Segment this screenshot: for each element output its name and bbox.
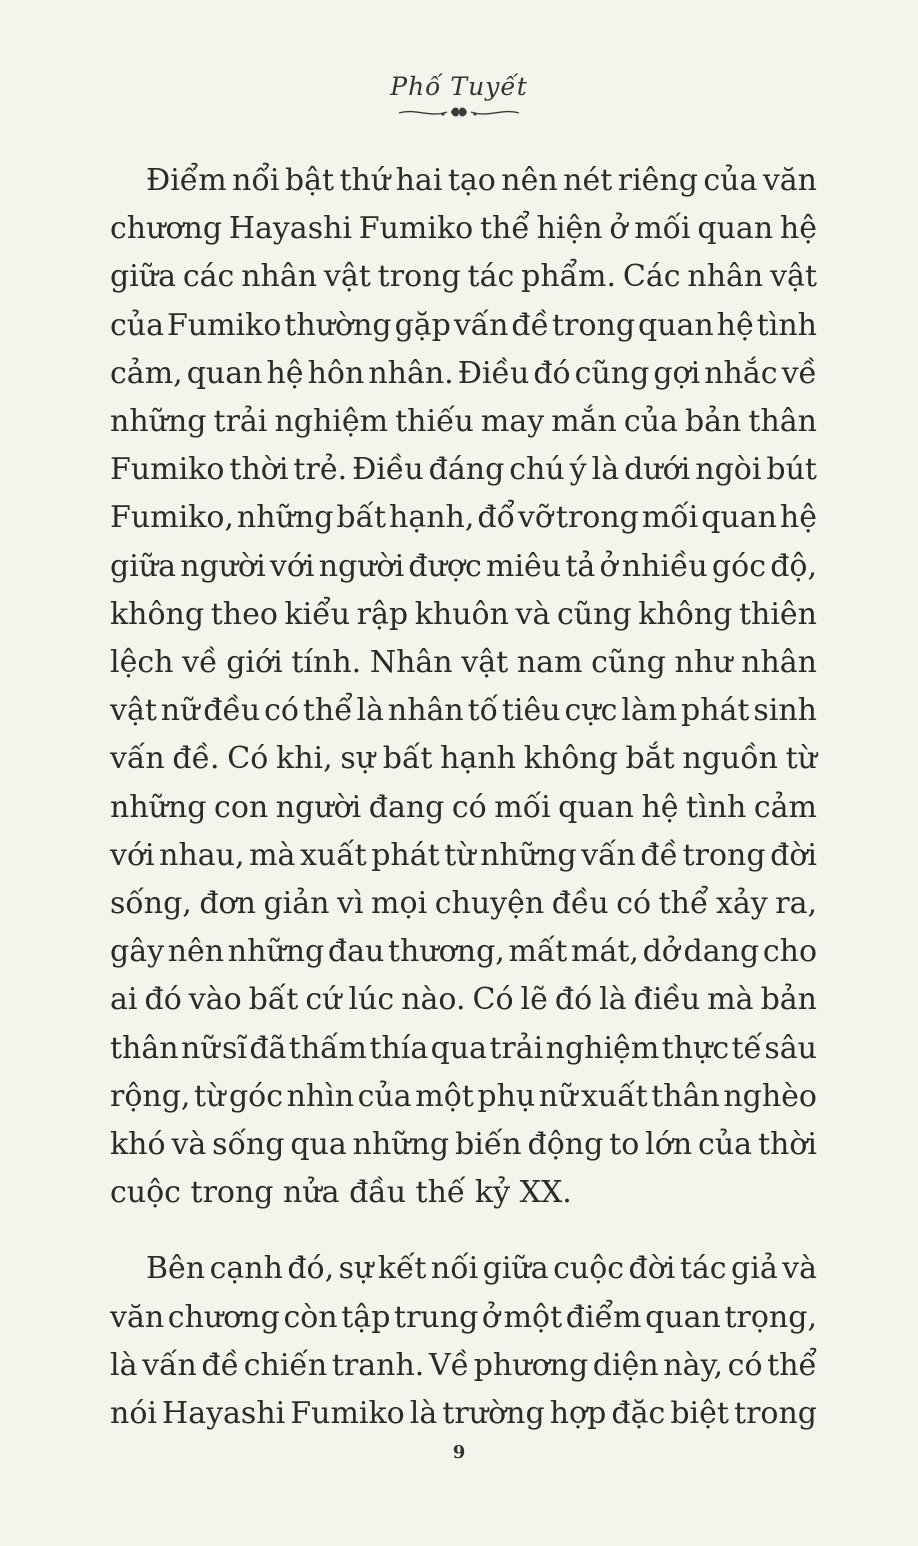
text-line: Fumiko thời trẻ. Điều đáng chú ý là dưới ngòi bút [110, 452, 817, 488]
text-line: chương Hayashi Fumiko thể hiện ở mối quan hệ [110, 211, 817, 247]
text-line: văn chương còn tập trung ở một điểm quan trọng, [110, 1299, 817, 1335]
text-line: rộng, từ góc nhìn của một phụ nữ xuất thân nghèo [110, 1078, 817, 1114]
text-line: sống, đơn giản vì mọi chuyện đều có thể xảy ra, [110, 886, 817, 922]
text-line: cuộc trong nửa đầu thế kỷ XX. [110, 1175, 572, 1211]
text-line: không theo kiểu rập khuôn và cũng không thiên [110, 596, 817, 632]
text-line: Fumiko, những bất hạnh, đổ vỡ trong mối quan hệ [110, 500, 817, 536]
text-line: vấn đề. Có khi, sự bất hạnh không bắt nguồn từ [110, 741, 817, 777]
text-line: những trải nghiệm thiếu may mắn của bản thân [110, 404, 817, 440]
text-line: vật nữ đều có thể là nhân tố tiêu cực làm phát sinh [110, 693, 817, 729]
text-line: thân nữ sĩ đã thấm thía qua trải nghiệm thực tế sâu [110, 1030, 817, 1066]
text-line: giữa người với người được miêu tả ở nhiều góc độ, [110, 548, 817, 584]
text-line: cảm, quan hệ hôn nhân. Điều đó cũng gợi nhắc về [110, 355, 817, 391]
text-line: khó và sống qua những biến động to lớn của thời [110, 1127, 817, 1163]
text-line: của Fumiko thường gặp vấn đề trong quan hệ tình [110, 307, 817, 343]
text-line: với nhau, mà xuất phát từ những vấn đề trong đời [110, 837, 817, 873]
paragraph-spacer [110, 1217, 817, 1245]
paragraph-2 [110, 1245, 817, 1438]
running-header-title: Phố Tuyết [390, 72, 528, 101]
text-line: lệch về giới tính. Nhân vật nam cũng như nhân [110, 645, 817, 681]
text-line: ai đó vào bất cứ lúc nào. Có lẽ đó là điều mà bản [110, 982, 817, 1018]
flourish-ornament-icon [395, 104, 523, 120]
text-line: nói Hayashi Fumiko là trường hợp đặc biệt trong [110, 1396, 817, 1432]
page-number: 9 [452, 1442, 466, 1463]
body-text [110, 157, 817, 1438]
text-line: giữa các nhân vật trong tác phẩm. Các nhân vật [110, 259, 817, 295]
text-line: những con người đang có mối quan hệ tình cảm [110, 789, 817, 825]
text-line: gây nên những đau thương, mất mát, dở dang cho [110, 934, 817, 970]
text-line: Điểm nổi bật thứ hai tạo nên nét riêng của văn [146, 163, 817, 198]
text-line: Bên cạnh đó, sự kết nối giữa cuộc đời tác giả và [146, 1251, 817, 1287]
text-line: là vấn đề chiến tranh. Về phương diện này, có thể [110, 1347, 817, 1383]
paragraph-1 [110, 157, 817, 1217]
